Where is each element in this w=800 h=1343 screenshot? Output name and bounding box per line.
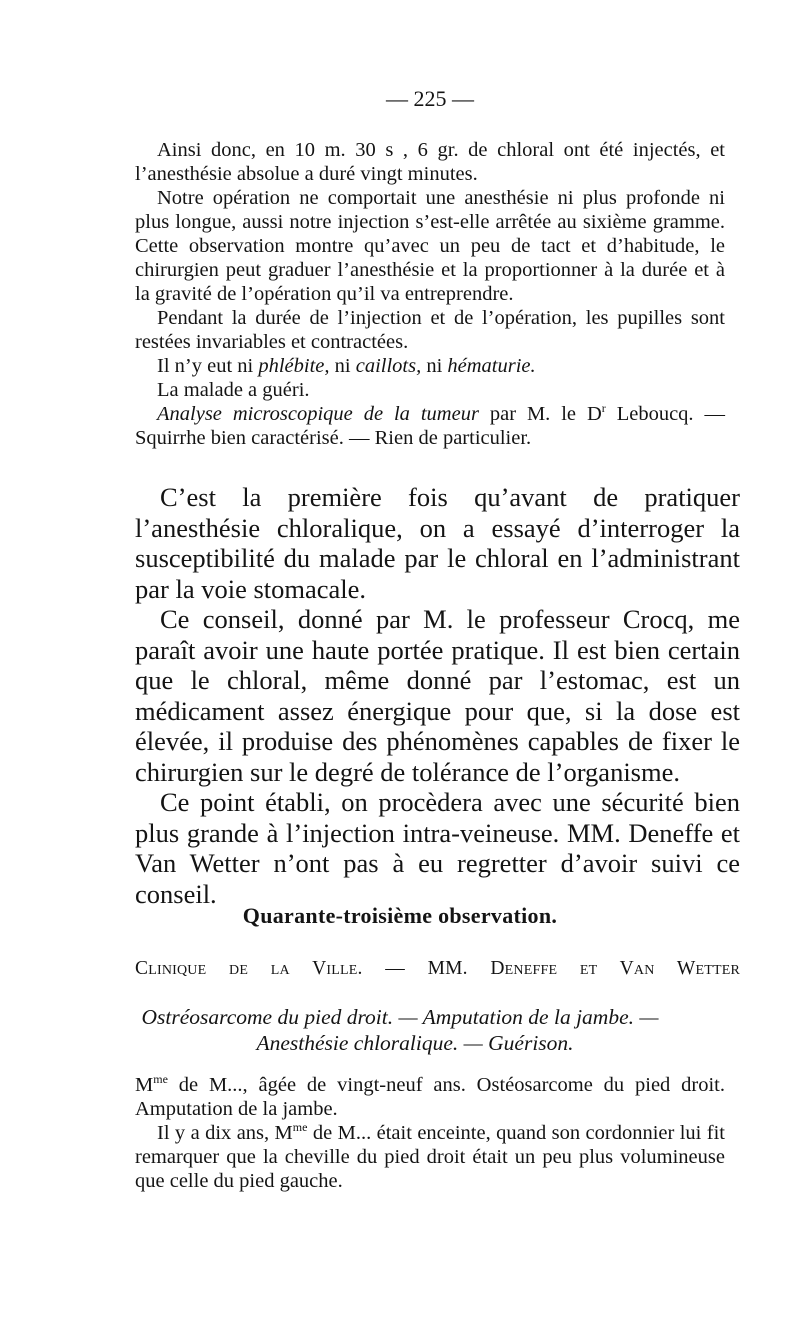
- text-run: ni: [329, 355, 356, 377]
- paragraph-pupils: Pendant la durée de l’injection et de l’opération, les pupilles sont restées invariables et contractées.: [135, 307, 725, 353]
- paragraph-injection-summary: Ainsi donc, en 10 m. 30 s , 6 gr. de chloral ont été injectés, et l’anesthésie absolue a duré vingt minutes.: [135, 139, 725, 185]
- superscript: r: [601, 401, 606, 415]
- superscript: me: [153, 1072, 168, 1086]
- text-run: de M..., âgée de vingt-neuf ans. Ostéosarcome du pied droit. Amputation de la jambe.: [135, 1074, 725, 1120]
- case-title-line-1: Ostréosarcome du pied droit. — Amputation de la jambe. —: [141, 1005, 659, 1029]
- paragraph-advice: Ce conseil, donné par M. le professeur Crocq, me paraît avoir une haute portée pratique. Il est bien certain que le chloral, même donné par l’estomac, est un médicament assez énergique pour que, si la dose est élevée, il produise des phénomènes capables de fixer le chirurgien sur le degré de tolérance de l’organisme.: [135, 604, 740, 787]
- italic-term: phlébite,: [258, 355, 330, 377]
- paragraph-complications: [135, 354, 725, 378]
- case-title-line-2: Anesthésie chloralique. — Guérison.: [256, 1031, 574, 1055]
- paragraph-first-time: C’est la première fois qu’avant de pratiquer l’anesthésie chloralique, on a essayé d’interroger la susceptibilité du malade par le chloral en l’administrant par la voie stomacale.: [135, 482, 740, 604]
- clinic-line: Clinique de la Ville. — MM. Deneffe et Van Wetter: [135, 958, 740, 979]
- paragraph-conclusion: Ce point établi, on procèdera avec une sécurité bien plus grande à l’injection intra-veineuse. MM. Deneffe et Van Wetter n’ont pas à eu regretter d’avoir suivi ce conseil.: [135, 787, 740, 909]
- paragraph-history: [135, 1121, 725, 1193]
- case-text-block: [135, 1073, 725, 1193]
- paragraph-patient: [135, 1073, 725, 1121]
- superscript: me: [292, 1120, 308, 1134]
- paragraph-operation: Notre opération ne comportait une anesthésie ni plus profonde ni plus longue, aussi notre injection s’est-elle arrêtée au sixième gramme. Cette observation montre qu’avec un peu de tact et d’habitude, le chirurgien peut graduer l’anesthésie et la proportionner à la durée et à la gravité de l’opération qu’il va entreprendre.: [135, 187, 725, 305]
- text-run: par M. le D: [478, 403, 602, 425]
- top-text-block: [135, 138, 725, 450]
- italic-term: caillots,: [355, 355, 422, 377]
- text-run: M: [135, 1074, 154, 1096]
- text-run: Il n’y eut ni: [157, 355, 259, 377]
- text-run: ni: [421, 355, 448, 377]
- case-title: [0, 1004, 800, 1056]
- page-number: — 225 —: [386, 86, 474, 111]
- italic-term: hématurie.: [447, 355, 536, 377]
- text-run: Il y a dix ans, M: [157, 1122, 293, 1144]
- text-run: Leboucq. — Squirrhe bien caractérisé. — Rien de particulier.: [135, 403, 725, 449]
- italic-term: Analyse microscopique de la tumeur: [157, 403, 479, 425]
- paragraph-analysis: [135, 402, 725, 450]
- observation-title: Quarante-troisième observation.: [242, 903, 558, 928]
- main-text-block: [135, 482, 740, 909]
- text-run: de M... était enceinte, quand son cordonnier lui fit remarquer que la cheville du pied droit était un peu plus volumineuse que celle du pied gauche.: [135, 1122, 725, 1192]
- paragraph-outcome: La malade a guéri.: [157, 379, 310, 401]
